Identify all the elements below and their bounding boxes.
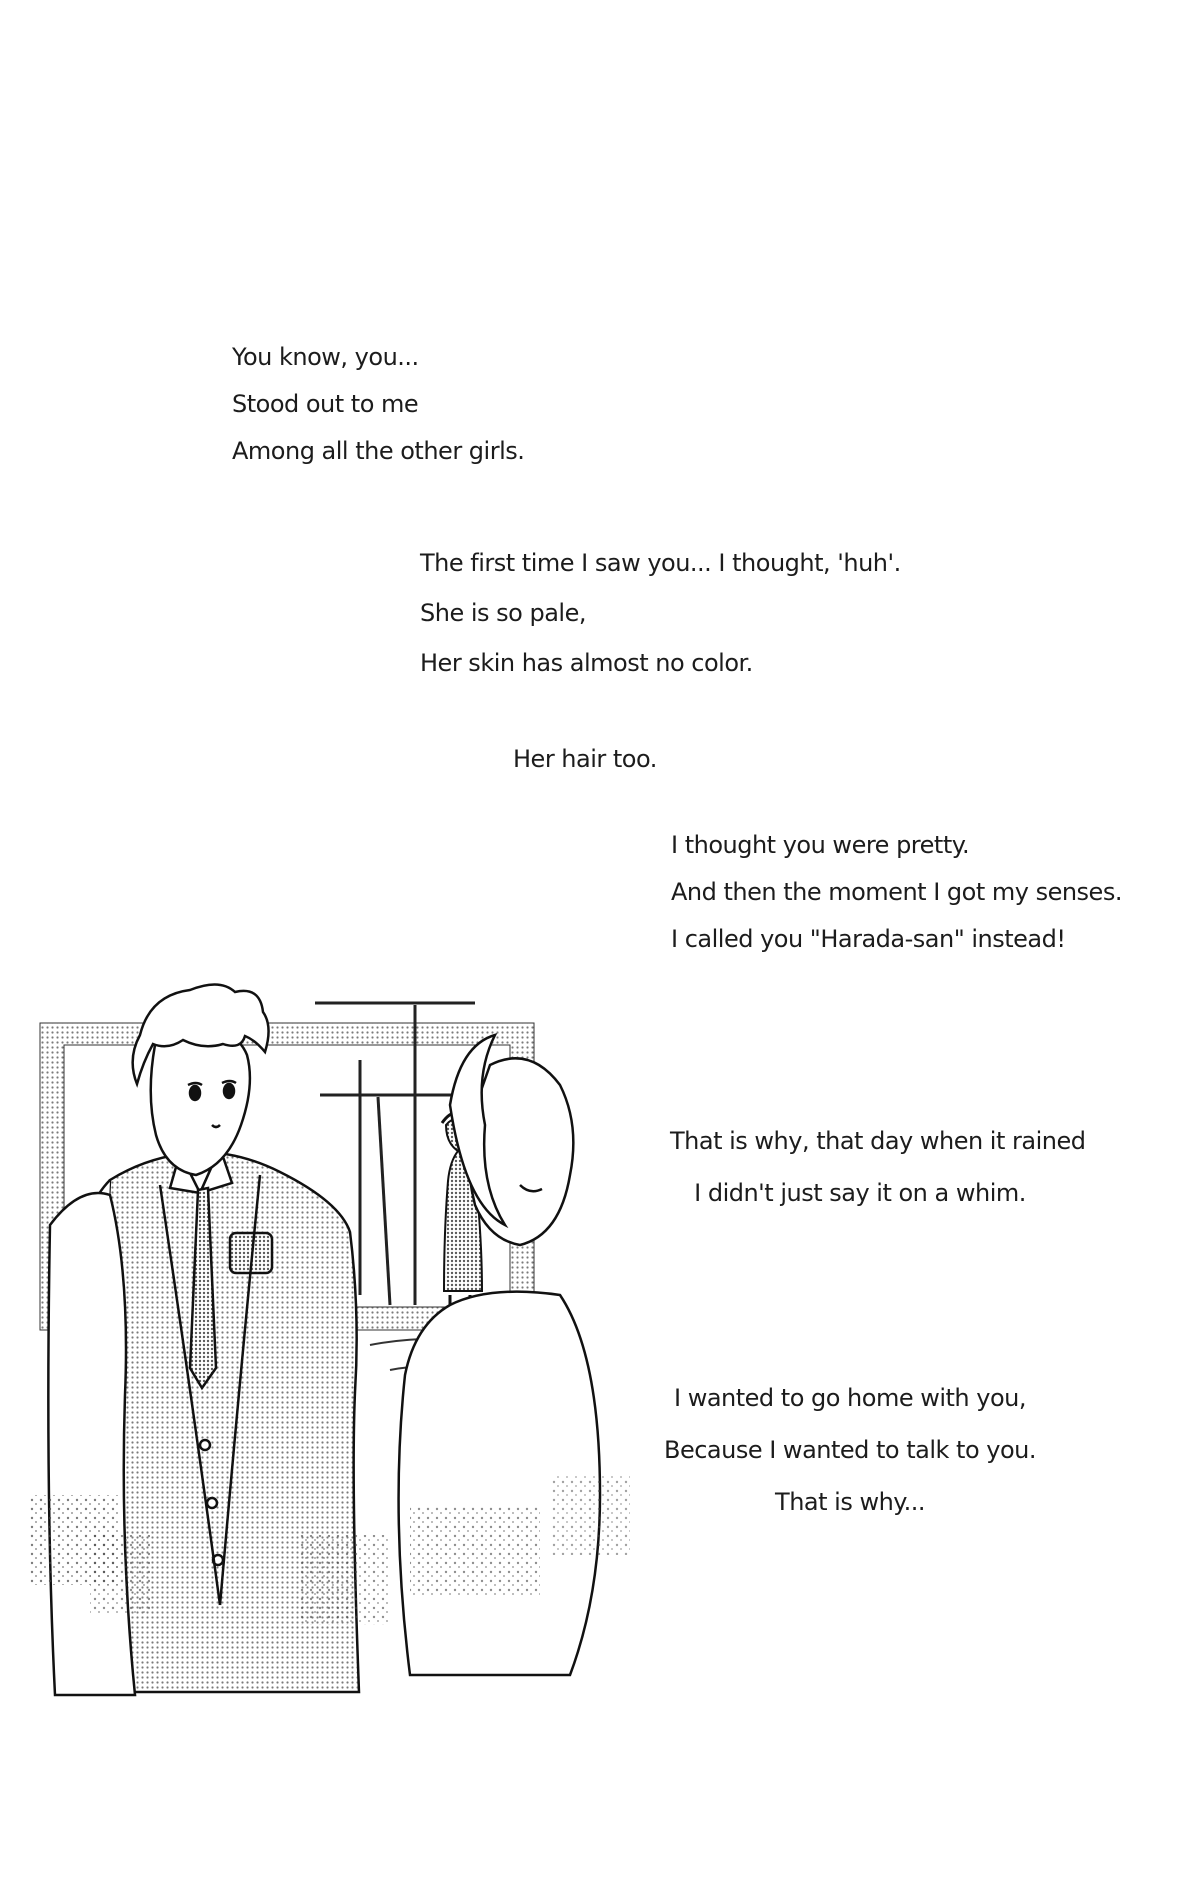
narration-line: Her hair too. [513, 745, 657, 773]
narration-line: I called you "Harada-san" instead! [671, 925, 1066, 953]
narration-line: She is so pale, [420, 599, 586, 627]
narration-line: That is why, that day when it rained [670, 1127, 1086, 1155]
narration-block-6 [660, 1372, 1040, 1528]
narration-line: Among all the other girls. [232, 437, 525, 465]
manga-illustration [30, 975, 670, 1715]
narration-line: I wanted to go home with you, [673, 1384, 1026, 1412]
foreground-left-figure [48, 1193, 135, 1695]
narration-block-4 [671, 822, 1122, 963]
narration-block-3 [513, 736, 657, 783]
narration-block-5 [670, 1115, 1086, 1219]
narration-line: And then the moment I got my senses. [671, 878, 1122, 906]
narration-line: Her skin has almost no color. [420, 649, 753, 677]
narration-line: I didn't just say it on a whim. [694, 1179, 1026, 1207]
narration-line: You know, you... [232, 343, 419, 371]
narration-line: That is why... [775, 1488, 925, 1516]
narration-line: Stood out to me [232, 390, 419, 418]
narration-line: Because I wanted to talk to you. [663, 1436, 1037, 1464]
narration-block-2 [420, 538, 901, 688]
narration-line: I thought you were pretty. [671, 831, 970, 859]
narration-block-1 [232, 334, 524, 475]
narration-line: The first time I saw you... I thought, 'huh'. [420, 549, 901, 577]
